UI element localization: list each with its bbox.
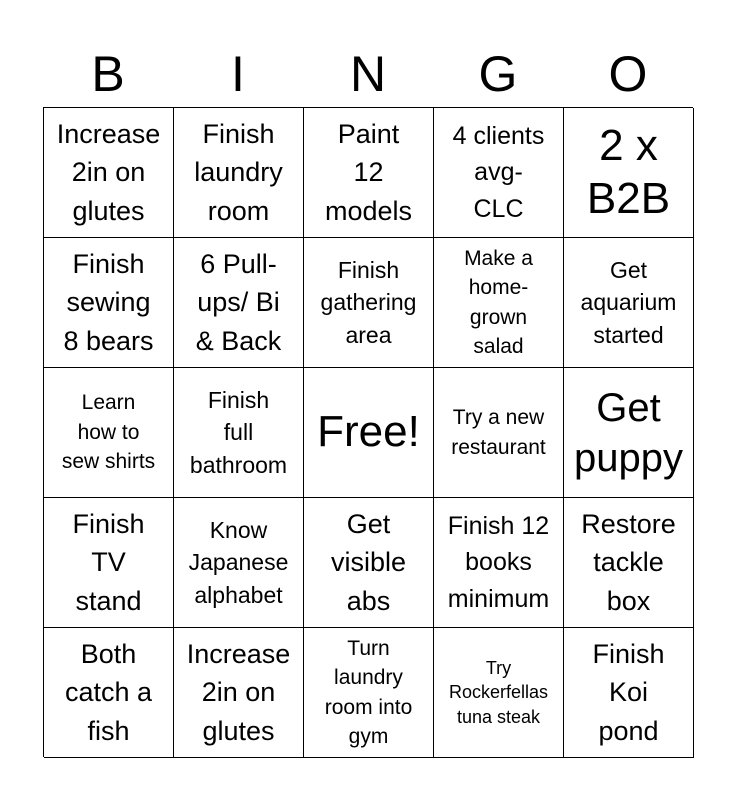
cell-label: Finish 12 books minimum — [447, 512, 550, 613]
bingo-cell-r5-c2[interactable] — [174, 628, 304, 758]
cell-label: Get puppy — [574, 385, 683, 480]
bingo-cell-r1-c4[interactable] — [434, 108, 564, 238]
cell-label: Make a home- grown salad — [464, 246, 533, 358]
header-letter-g: G — [478, 46, 518, 102]
cell-label: Paint 12 models — [324, 119, 413, 226]
bingo-cell-r4-c2[interactable] — [174, 498, 304, 628]
cell-label: Finish full bathroom — [189, 387, 288, 478]
cell-label: Finish TV stand — [72, 509, 145, 616]
bingo-header — [43, 40, 693, 108]
cell-label: 6 Pull- ups/ Bi & Back — [195, 249, 282, 356]
bingo-card — [43, 107, 693, 757]
bingo-cell-r2-c2[interactable] — [174, 238, 304, 368]
bingo-cell-r5-c1[interactable] — [44, 628, 174, 758]
cell-label: Finish Koi pond — [592, 639, 665, 746]
cell-label: Get aquarium started — [580, 257, 677, 348]
cell-label: Learn how to sew shirts — [61, 391, 156, 474]
header-letter-o: O — [608, 46, 648, 102]
bingo-cell-r2-c3[interactable] — [304, 238, 434, 368]
free-space[interactable] — [304, 368, 434, 498]
bingo-cell-r3-c4[interactable] — [434, 368, 564, 498]
bingo-cell-r4-c1[interactable] — [44, 498, 174, 628]
cell-label: Finish sewing 8 bears — [63, 249, 154, 356]
bingo-cell-r1-c2[interactable] — [174, 108, 304, 238]
bingo-cell-r4-c4[interactable] — [434, 498, 564, 628]
bingo-cell-r5-c4[interactable] — [434, 628, 564, 758]
cell-label: Know Japanese alphabet — [188, 517, 289, 608]
cell-label: Finish gathering area — [320, 257, 417, 348]
cell-label: Try Rockerfellas tuna steak — [448, 658, 549, 727]
cell-label: Turn laundry room into gym — [324, 636, 413, 748]
bingo-cell-r5-c3[interactable] — [304, 628, 434, 758]
bingo-cell-r2-c5[interactable] — [564, 238, 694, 368]
cell-label: 2 x B2B — [586, 120, 671, 223]
bingo-cell-r1-c3[interactable] — [304, 108, 434, 238]
bingo-cell-r5-c5[interactable] — [564, 628, 694, 758]
bingo-cell-r3-c1[interactable] — [44, 368, 174, 498]
cell-label: Both catch a fish — [64, 639, 153, 746]
header-letter-i: I — [231, 46, 245, 102]
cell-label: Increase 2in on glutes — [56, 119, 161, 226]
header-letter-n: N — [349, 46, 387, 102]
cell-label: Increase 2in on glutes — [186, 639, 291, 746]
header-letter-b: B — [91, 46, 125, 102]
bingo-cell-r3-c2[interactable] — [174, 368, 304, 498]
bingo-cell-r2-c4[interactable] — [434, 238, 564, 368]
cell-label: 4 clients avg- CLC — [452, 122, 545, 223]
bingo-cell-r2-c1[interactable] — [44, 238, 174, 368]
cell-label: Free! — [317, 407, 420, 457]
cell-label: Get visible abs — [330, 509, 407, 616]
bingo-cell-r1-c1[interactable] — [44, 108, 174, 238]
bingo-cell-r4-c5[interactable] — [564, 498, 694, 628]
bingo-cell-r3-c5[interactable] — [564, 368, 694, 498]
cell-label: Finish laundry room — [194, 119, 283, 226]
cell-label: Restore tackle box — [581, 509, 676, 616]
bingo-cell-r4-c3[interactable] — [304, 498, 434, 628]
cell-label: Try a new restaurant — [451, 406, 546, 459]
bingo-cell-r1-c5[interactable] — [564, 108, 694, 238]
